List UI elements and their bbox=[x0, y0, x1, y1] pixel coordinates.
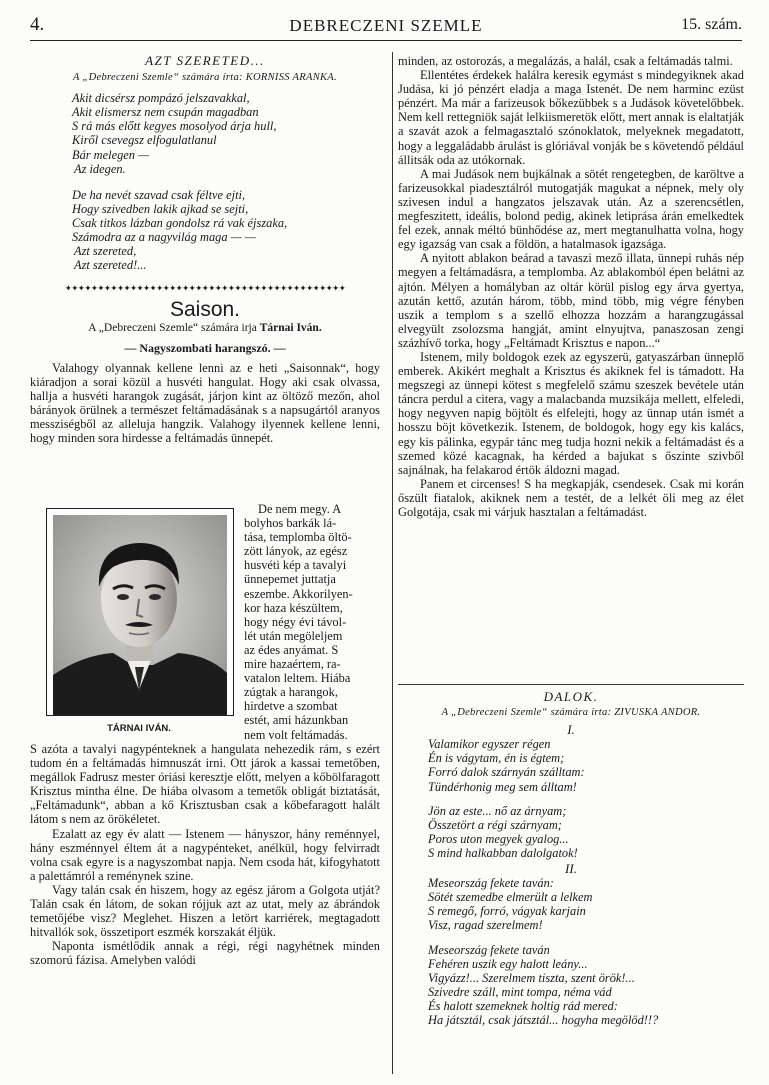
dalok-part2-stanza1 bbox=[398, 876, 744, 932]
saison-paragraph-2: S azóta a tavalyi nagypénteknek a hangulata nehezedik rám, s ezért tudom én a feltámadás himnuszát irni. Ott járok a kassai temetőben, megállok Fadrusz mester óriási keresztje előtt, melyen a kőbölfaragott Krisztus mintha élne. De hiába olvasom a temetők obligát biztatását, „Feltámadunk“, abban a kő Krisztusban csak a kőbefaragott halált látom s nem az örökéletet. bbox=[30, 742, 380, 827]
verse-line: Akit elismersz nem csupán magadban bbox=[72, 105, 259, 120]
verse-line: S mind halkabban dalolgatok! bbox=[428, 845, 578, 860]
verse-line: Szivedre száll, mint tompa, néma vád bbox=[428, 984, 612, 999]
saison-right-paragraph-0: minden, az ostorozás, a megalázás, a halál, csak a feltámadás talmi. bbox=[398, 54, 733, 68]
wrap-line: hogy négy évi távol- bbox=[244, 614, 347, 629]
wrap-line: De nem megy. A bbox=[258, 502, 342, 516]
verse-line: Csak titkos lázban gondolsz rá vak éjszaka, bbox=[72, 215, 288, 230]
journal-title: DEBRECZENI SZEMLE bbox=[289, 16, 483, 35]
wrap-line: husvéti kép a tavalyi bbox=[244, 558, 347, 573]
author-photo-frame bbox=[46, 508, 234, 716]
verse-line: Akit dicsérsz pompázó jelszavakkal, bbox=[72, 91, 250, 106]
verse-line: Fehéren uszik egy halott leány... bbox=[428, 956, 588, 971]
dalok-part2-label: II. bbox=[565, 861, 577, 877]
poem1-stanza1 bbox=[30, 91, 380, 176]
verse-line: Jön az este... nő az árnyam; bbox=[428, 803, 567, 818]
column-divider bbox=[392, 52, 393, 1074]
saison-paragraph-4: Vagy talán csak én hiszem, hogy az egész járom a Golgota utját? Talán csak én látom, de sokan rójjuk azt az utat, mely az ábrándok temetőjébe visz? Meglehet. Hiszen a letört karriérek, megtagadott hitvallók sok, összetiport eszmék korszakát éljük. bbox=[30, 882, 380, 940]
wrap-line: kor haza készültem, bbox=[244, 600, 343, 615]
saison-paragraph-3: Ezalatt az egy év alatt — Istenem — hányszor, hány reménnyel, hány eszménnyel éltem át a nagypénteket, anélkül, hogy felvirradt volna csak egyre is a nagyszombat napja. Nem csoda hát, kifogyhatott a palettámról a reménynek szine. bbox=[30, 826, 380, 883]
dalok-part1-stanza2 bbox=[398, 804, 744, 860]
issue-number: 15. szám. bbox=[681, 16, 742, 33]
verse-line: Sötét szemedbe elmerült a lelkem bbox=[428, 890, 593, 905]
verse-line: Meseország fekete taván bbox=[428, 942, 550, 957]
verse-line: Forró dalok szárnyán szálltam: bbox=[428, 765, 585, 780]
wrap-line: nem volt feltámadás. bbox=[244, 727, 348, 742]
wrap-line: zúgtak a harangok, bbox=[244, 685, 338, 700]
wrap-line: ünnepemet juttatja bbox=[244, 572, 336, 587]
wrap-line: hirdetve a szombat bbox=[244, 699, 338, 714]
saison-byline-author: Tárnai Iván. bbox=[259, 321, 322, 334]
saison-right-paragraph-1: Ellentétes érdekek halálra keresik egymást s mindegyiknek akad Judása, ki jó pénzért eladja a maga Istenét. De nem harminc ezüst pénzért. Ma már a farizeusok bőkezübbek s a Judások követelőbbek. Nem kell rettegniök saját lelkiismeretök előtt, mert annak is elaltatják a szavát azok a felmagasztaló szónoklatok, melyeknek megadatott, hogy a leggaládabb árulást is glóriával vonják be s követendő például állitsák oda az utókornak. bbox=[398, 68, 744, 167]
saison-subtitle: — Nagyszombati harangszó. — bbox=[124, 340, 286, 355]
saison-paragraph-1: Valahogy olyannak kellene lenni az e heti „Saisonnak“, hogy kiáradjon a sorai közül a husvéti hangulat. Hogy aki csak olvassa, hallja a husvéti harangok zugását, járjon kint az öltöző mezőn, ahol bárányok örülnek a természet feltámadásának s a napsugártól aranyos messziségből az alleluja hangzik. Valahogy ilyennek kellene lenni, hogy minden sora hirdesse a feltámadás ünnepét. bbox=[30, 360, 380, 446]
verse-line: Valamikor egyszer régen bbox=[428, 737, 551, 752]
verse-line: S remegő, forró, vágyak karjain bbox=[428, 904, 586, 919]
saison-title: Saison. bbox=[169, 298, 241, 322]
saison-wrap-text bbox=[244, 502, 380, 742]
dalok-byline: A „Debreczeni Szemle“ számára irta: ZIVUSKA ANDOR. bbox=[441, 707, 701, 719]
ornament-divider: ✦✦✦✦✦✦✦✦✦✦✦✦✦✦✦✦✦✦✦✦✦✦✦✦✦✦✦✦✦✦✦✦✦✦✦✦✦✦✦✦✦✦✦ bbox=[64, 283, 346, 294]
right-column-top bbox=[398, 54, 744, 519]
wrap-line: tása, templomba öltö- bbox=[244, 530, 352, 545]
right-column-bottom bbox=[398, 690, 744, 1027]
verse-line: Meseország fekete taván: bbox=[428, 876, 554, 891]
verse-line: Én is vágytam, én is égtem; bbox=[428, 751, 565, 766]
page-number: 4. bbox=[30, 14, 45, 35]
dalok-part2-stanza2 bbox=[398, 943, 744, 1028]
dalok-part1-stanza1 bbox=[398, 737, 744, 793]
dalok-part1-label: I. bbox=[567, 722, 575, 738]
verse-line: Hogy szivedben lakik ajkad se sejti, bbox=[72, 201, 249, 216]
wrap-line: lét után megöleljem bbox=[244, 628, 343, 643]
verse-line: Ha játsztál, csak játsztál... hogyha megölöd!!? bbox=[428, 1012, 659, 1027]
dalok-title: DALOK. bbox=[543, 689, 599, 704]
wrap-line: vatalon leltem. Hiába bbox=[244, 671, 351, 686]
verse-line: Az idegen. bbox=[74, 161, 126, 176]
saison-byline-prefix: A „Debreczeni Szemle“ számára irja bbox=[88, 321, 257, 334]
saison-paragraph-5: Naponta ismétlődik annak a régi, régi nagyhétnek minden szomorú fázisa. Amelyben valódi bbox=[30, 939, 380, 968]
verse-line: Vigyázz!... Szerelmem tiszta, szent örök!... bbox=[428, 970, 635, 985]
photo-caption: TÁRNAI IVÁN. bbox=[107, 723, 171, 734]
verse-line: És halott szemeknek holtig rád mered: bbox=[428, 998, 618, 1013]
verse-line: Tündérhonig meg sem álltam! bbox=[428, 779, 577, 794]
page-header bbox=[30, 14, 742, 41]
wrap-line: estét, ami házunkban bbox=[244, 713, 349, 728]
left-column-bottom bbox=[30, 742, 380, 968]
verse-line: Bár melegen — bbox=[72, 147, 150, 162]
verse-line: Azt szereted!... bbox=[74, 258, 147, 273]
wrap-line: az édes anyámat. S bbox=[244, 642, 339, 657]
wrap-line: zött lányok, az egész bbox=[244, 544, 348, 559]
verse-line: Összetört a régi szárnyam; bbox=[428, 817, 562, 832]
saison-right-paragraph-5: Panem et circenses! S ha megkapják, csendesek. Csak mi korán őszült fiatalok, akiknek nem a testét, de a lelkét öli meg az élet Golgotája, csak mi várjuk hasztalan a feltámadást. bbox=[398, 476, 744, 519]
section-divider bbox=[398, 684, 744, 685]
verse-line: Kiről csevegsz elfogulatlanul bbox=[72, 133, 217, 148]
saison-byline bbox=[30, 321, 380, 335]
verse-line: Poros uton megyek gyalog... bbox=[428, 831, 569, 846]
wrap-line: eszembe. Akkorilyen- bbox=[244, 586, 353, 601]
saison-right-paragraph-2: A mai Judások nem bujkálnak a sötét rengetegben, de karöltve a farizeusokkal piadesztálról mutogatják magukat a népnek, mely oly szivesen indul a hangzatos jelszavak után. Az a szerencsétlen, megfeszitett, ideális, bolond pedig, akinek letiprása árán emelkedtek fel ezek, annak méltó bünhődése az, mert megtanulhatta volna, hogy egy igazság van csak a földön, a hatalmasok igazsága. bbox=[398, 166, 744, 252]
verse-line: Azt szereted, bbox=[74, 244, 137, 259]
saison-right-paragraph-4: Istenem, mily boldogok ezek az egyszerü, gatyaszárban ünneplő emberek. Akikért meghalt a Krisztus és akiknek fel is támadott. Ha megszegi az ünnepi kötest s megfelelő számu szeszek bevétele után táncra perdul a citera, vagy a malacbanda muzsikája mellett, elfeledi, hogy negyven napig böjtölt és elfelejti, hogy az ünnap után ismét a hosszu böjt következik. Istenem, de boldogok, hogy egy kis kalács, egy kis pálinka, egypár tánc meg tudja hozni nekik a feltámadást és a szemed közé kacagnak, ha kérded a bajukat s őszinte szivből sajnálnak, ha felakarod értök áldozni magad. bbox=[398, 349, 744, 477]
verse-line: De ha nevét szavad csak féltve ejti, bbox=[72, 187, 246, 202]
poem1-stanza2 bbox=[30, 188, 380, 273]
verse-line: Visz, ragad szerelmem! bbox=[428, 918, 543, 933]
wrap-line: bolyhos barkák lá- bbox=[244, 516, 337, 531]
left-column-top bbox=[30, 54, 380, 445]
verse-line: S rá más előtt kegyes mosolyod árja hull, bbox=[72, 119, 277, 134]
poem1-byline: A „Debreczeni Szemle“ számára írta: KORNISS ARANKA. bbox=[73, 72, 337, 84]
author-portrait bbox=[53, 515, 227, 715]
poem1-title: AZT SZERETED... bbox=[145, 53, 265, 68]
saison-right-paragraph-3: A nyitott ablakon beárad a tavaszi mező illata, ünnepi ruhás nép megyen a feltámadásra, a templomba. Az ablakomból épen belátni az ajtón. Mélyen a homályban az oltár körül pislog egy árva gyertya, azután kettő, azután három, több, mind több, mig végre fényben uszik a templom s a szellő elhozza hozzám a harangzugással elvegyült zsolozsma hangját, amint elnyujtva, panaszosan zengi százhívő torka, hogy „Feltámadt Krisztus e napon...“ bbox=[398, 251, 744, 350]
wrap-line: mire hazaértem, ra- bbox=[244, 657, 341, 672]
verse-line: Számodra az a nagyvilág maga — — bbox=[72, 230, 256, 245]
